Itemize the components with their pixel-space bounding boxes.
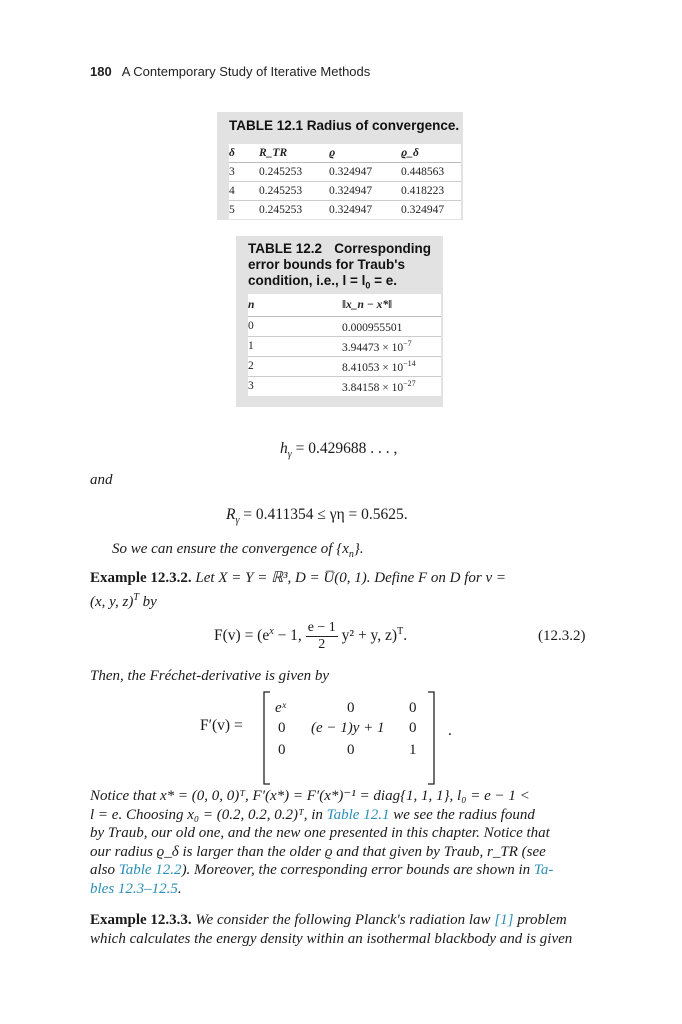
word-and: and <box>90 472 113 488</box>
citation-link[interactable]: [1] <box>494 912 514 928</box>
running-header <box>90 64 370 79</box>
equation-number: (12.3.2) <box>538 628 586 644</box>
col-n: n <box>248 298 255 311</box>
example-label: Example 12.3.3. <box>90 912 192 928</box>
page-number: 180 <box>90 64 112 79</box>
example-label: Example 12.3.2. <box>90 570 192 586</box>
equation-r-gamma: $R_\gamma = 0.411354 \le \gamma\eta = 0.5625$. <box>226 506 408 527</box>
equation-h-gamma: $h_\gamma = 0.429688$ . . . , <box>280 440 398 461</box>
table-12-1-grid <box>229 144 461 219</box>
link-tables-12-3-12-5-cont[interactable]: bles 12.3–12.5 <box>90 880 178 897</box>
example-12-3-2: Example 12.3.2. Let X = Y = ℝ³, D = U̅(0, 1). Define F on D for v = (x, y, z)$^T$ by <box>90 570 507 610</box>
col-error: ‖x_n − x*‖ <box>342 298 393 311</box>
running-title: A Contemporary Study of Iterative Methods <box>121 64 371 79</box>
frechet-intro: Then, the Fréchet-derivative is given by <box>90 668 330 684</box>
link-tables-12-3-12-5[interactable]: Ta- <box>533 862 554 878</box>
col-delta: δ <box>229 146 235 159</box>
table-row: 5 0.245253 0.324947 0.324947 <box>229 203 445 216</box>
table-row: 3 0.245253 0.324947 0.448563 <box>229 162 461 181</box>
matrix-body: eˣ 0 0 0 (e − 1)y + 1 0 0 0 1 <box>275 700 417 758</box>
col-rtr: R_TR <box>259 146 288 159</box>
matrix-lhs: F′(v) = <box>200 717 243 734</box>
convergence-sentence: So we can ensure the convergence of $\{x_n\}$. <box>112 541 364 560</box>
table-12-1 <box>217 112 463 220</box>
table-12-2-grid <box>248 294 441 396</box>
table-12-2-caption: TABLE 12.2 Corresponding error bounds for Traub's condition, i.e., $l = l_0 = e$. <box>248 241 431 291</box>
link-table-12-2[interactable]: Table 12.2 <box>118 862 182 878</box>
table-12-1-caption: TABLE 12.1 Radius of convergence. <box>229 118 460 133</box>
table-row: 1 $3.94473 \times 10^{-7}$ <box>248 336 441 356</box>
link-table-12-1[interactable]: Table 12.1 <box>326 806 390 823</box>
equation-12-3-2: $F(v) = (e^x - 1$, $\frac{e - 1}{2}$ y² + y, z)$^T$. <box>214 620 408 652</box>
col-rho-delta: ϱ_δ <box>401 146 419 159</box>
notice-paragraph: Notice that x* = (0, 0, 0)ᵀ, F′(x*) = F′(x*)⁻¹ = diag{1, 1, 1}, l₀ = e − 1 < l = e. Choosing x₀ = (0.2, 0.2, 0.2)ᵀ, in Table 12.1 we see the radius found by Traub, our old one, and the new one presented in this chapter. Notice that our radius ϱ_δ is larger than the older ϱ and that given by Traub, r_TR (see also Table 12.2). Moreover, the corresponding error bounds are shown in Ta- bles 12.3–12.5. <box>90 788 554 897</box>
table-row: 3 $3.84158 \times 10^{-27}$ <box>248 378 416 394</box>
example-12-3-3: Example 12.3.3. We consider the following Planck's radiation law [1] problem which calculates the energy density within an isothermal blackbody and is given <box>90 912 573 947</box>
table-row: 0 0.000955501 <box>248 316 441 336</box>
table-row: 4 0.245253 0.324947 0.418223 <box>229 181 461 200</box>
table-row: 2 $8.41053 \times 10^{-14}$ <box>248 356 441 376</box>
col-rho: ϱ <box>329 146 336 159</box>
table-12-2 <box>236 236 443 407</box>
